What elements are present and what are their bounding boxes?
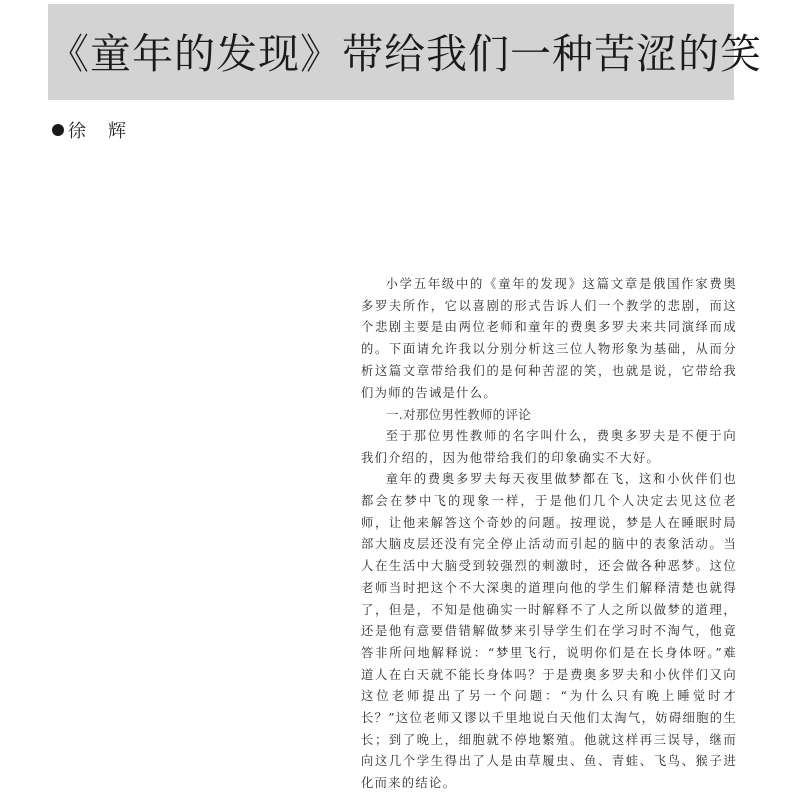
article-body [361,274,737,795]
author-surname: 徐 [68,121,86,142]
byline [52,117,126,143]
paragraph-dream: 童年的费奥多罗夫每天夜里做梦都在飞，这和小伙伴们也都会在梦中飞的现象一样，于是他们几个人决定去见这位老师，让他来解答这个奇妙的问题。按理说，梦是人在睡眠时局部大脑皮层还没有完全停止活动而引起的脑中的表象活动。当人在生活中大脑受到较强烈的刺激时，还会做各种恶梦。这位老师当时把这个不大深奥的道理向他的学生们解释清楚也就得了，但是，不知是他确实一时解释不了人之所以做梦的道理，还是他有意要借错解做梦来引导学生们在学习时不淘气，他竟答非所问地解释说：“梦里飞行，说明你们是在长身体呀。”难道人在白天就不能长身体吗？于是费奥多罗夫和小伙伴们又向这位老师提出了另一个问题：“为什么只有晚上睡觉时才长？”这位老师又谬以千里地说白天他们太淘气，妨碍细胞的生长；到了晚上，细胞就不停地繁殖。他就这样再三误导，继而向这几个学生得出了人是由草履虫、鱼、青蛙、飞鸟、猴子进化而来的结论。 [361,472,737,791]
title-banner [48,4,762,100]
bullet-icon [52,124,64,136]
paragraph-teacher-name: 至于那位男性教师的名字叫什么，费奥多罗夫是不便于向我们介绍的，因为他带给我们的印象确实不大好。 [361,428,737,465]
author-given-name: 辉 [108,121,126,142]
section-heading: 一.对那位男性教师的评论 [386,407,532,423]
article-title: 《童年的发现》带给我们一种苦涩的笑 [48,29,762,78]
paragraph-intro: 小学五年级中的《童年的发现》这篇文章是俄国作家费奥多罗夫所作，它以喜剧的形式告诉人们一个教学的悲剧，而这个悲剧主要是由两位老师和童年的费奥多罗夫来共同演绎而成的。下面请允许我以分别分析这三位人物形象为基础，从而分析这篇文章带给我们的是何种苦涩的笑，也就是说，它带给我们为师的告诫是什么。 [361,277,737,400]
